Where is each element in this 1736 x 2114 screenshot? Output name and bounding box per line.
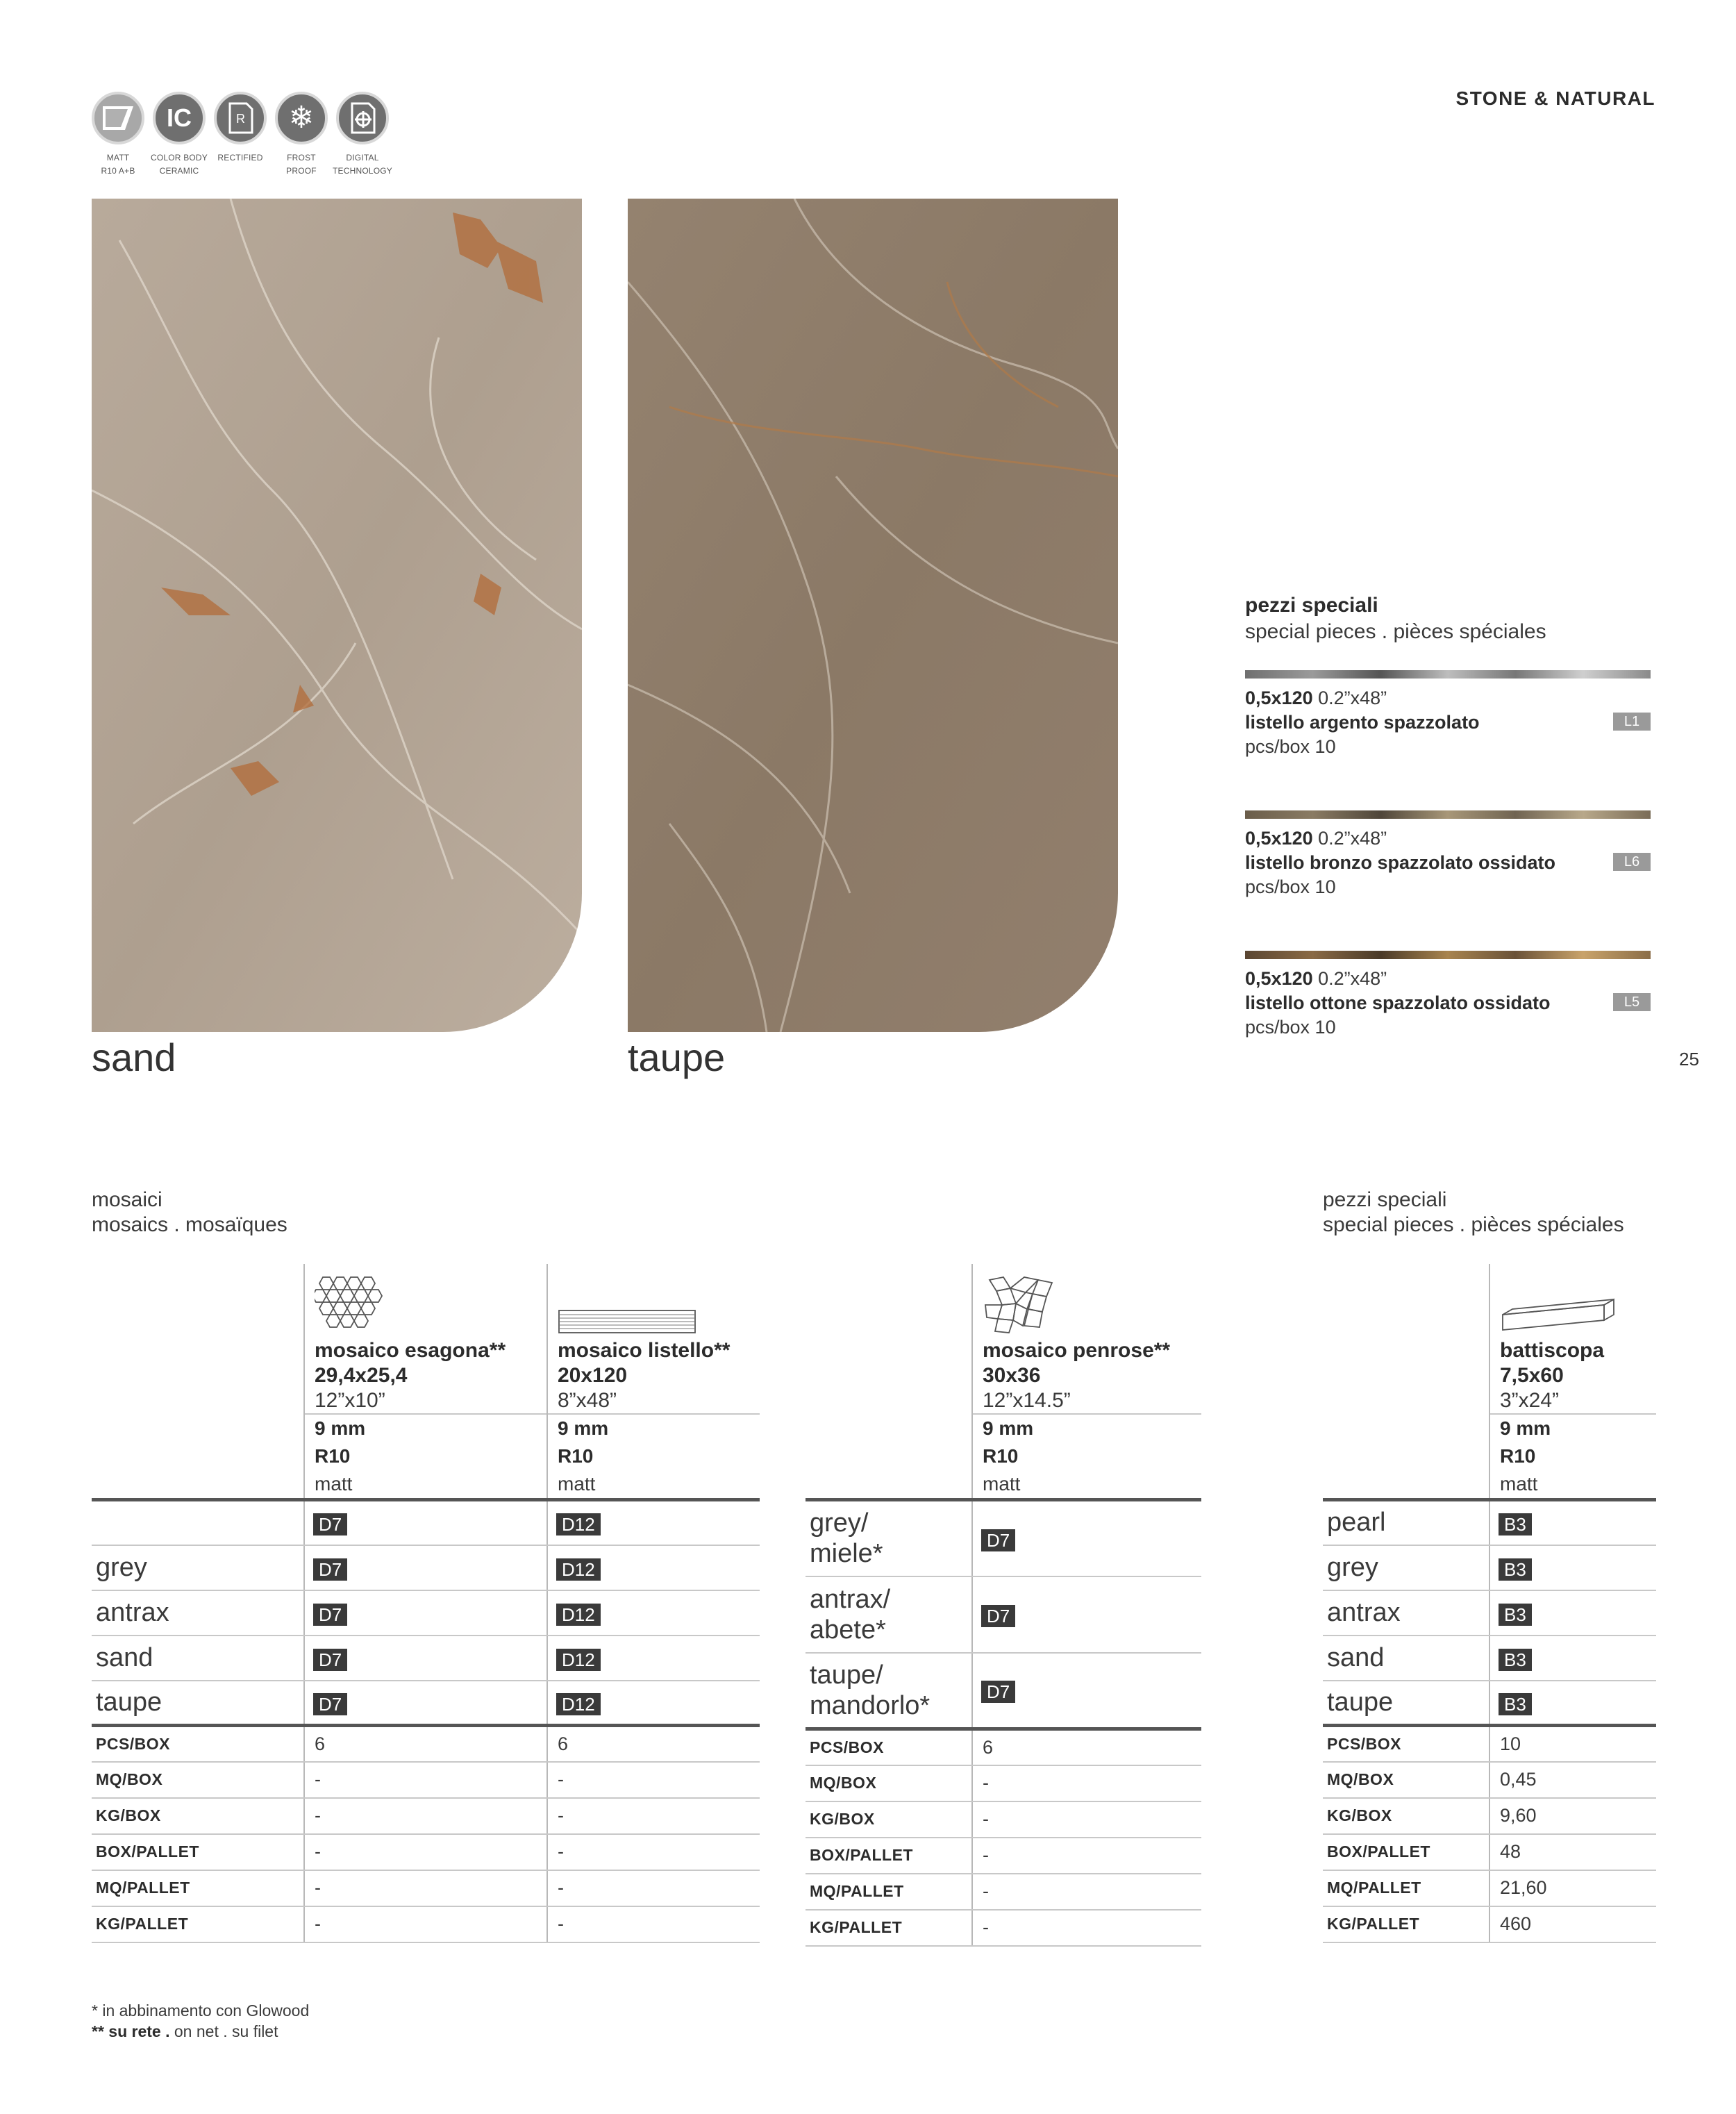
table-row <box>92 1681 760 1726</box>
spec-row: KG/BOX 9,60 <box>1323 1798 1656 1834</box>
spec-row: BOX/PALLET 48 <box>1323 1834 1656 1870</box>
color-name: grey <box>1323 1545 1489 1590</box>
table-row <box>806 1653 1201 1729</box>
mosaics-table <box>92 1264 760 1943</box>
table-row <box>92 1545 760 1590</box>
product-specs-penrose: 9 mm R10 matt <box>972 1414 1201 1500</box>
color-name: sand <box>92 1636 304 1681</box>
table-row <box>92 1590 760 1636</box>
spec-row: KG/BOX - - <box>92 1798 760 1834</box>
code-chip: D12 <box>556 1558 601 1581</box>
rectified-icon <box>214 92 267 144</box>
product-header-listello: mosaico listello** 20x120 8”x48” <box>547 1264 760 1414</box>
product-header-battiscopa: battiscopa 7,5x60 3”x24” <box>1489 1264 1656 1414</box>
color-name: antrax <box>92 1590 304 1636</box>
spec-row: MQ/BOX - <box>806 1765 1201 1801</box>
spec-row: KG/PALLET 460 <box>1323 1906 1656 1942</box>
color-name: sand <box>1323 1636 1489 1681</box>
code-chip: D12 <box>556 1649 601 1671</box>
table-row <box>806 1500 1201 1576</box>
special-section-title: pezzi speciali special pieces . pièces spéciales <box>1323 1188 1624 1236</box>
brand-heading: STONE & NATURAL <box>1455 88 1655 109</box>
icon-caption-matt: MATT R10 A+B <box>101 153 135 176</box>
page-number: 25 <box>1679 1049 1699 1070</box>
color-name: taupe <box>1323 1681 1489 1726</box>
icon-caption-rectified: RECTIFIED <box>217 153 263 163</box>
table-row <box>1323 1636 1656 1681</box>
strip-swatch-bronzo <box>1245 810 1651 819</box>
product-header-penrose: mosaico penrose** 30x36 12”x14.5” <box>972 1264 1201 1414</box>
code-chip: D12 <box>556 1693 601 1715</box>
product-specs-listello: 9 mm R10 matt <box>547 1414 760 1500</box>
snowflake-icon: ❄ <box>275 92 328 144</box>
spec-row: BOX/PALLET - <box>806 1838 1201 1874</box>
spec-row: MQ/PALLET 21,60 <box>1323 1870 1656 1906</box>
strip-swatch-argento <box>1245 670 1651 679</box>
spec-row: KG/PALLET - - <box>92 1906 760 1942</box>
table-row <box>92 1500 760 1545</box>
code-badge: L6 <box>1613 853 1651 871</box>
color-name <box>92 1500 304 1545</box>
tile-name-sand: sand <box>92 1035 176 1079</box>
code-badge: L5 <box>1613 993 1651 1011</box>
spec-row: MQ/PALLET - <box>806 1874 1201 1910</box>
code-chip: B3 <box>1499 1649 1532 1671</box>
table-header-specs <box>806 1414 1201 1500</box>
table-row <box>1323 1681 1656 1726</box>
spec-row: KG/PALLET - <box>806 1910 1201 1946</box>
product-specs-battiscopa: 9 mm R10 matt <box>1489 1414 1656 1500</box>
penrose-table <box>806 1264 1201 1947</box>
product-header-esagona: mosaico esagona** 29,4x25,4 12”x10” <box>304 1264 547 1414</box>
table-header-specs <box>92 1414 760 1500</box>
mosaics-section-title: mosaici mosaics . mosaïques <box>92 1188 287 1236</box>
color-name: antrax/ abete* <box>806 1576 972 1653</box>
spec-row: MQ/PALLET - - <box>92 1870 760 1906</box>
color-name: taupe/ mandorlo* <box>806 1653 972 1729</box>
special-item-bronzo: 0,5x120 0.2”x48” listello bronzo spazzolato ossidato pcs/box 10 L6 <box>1245 826 1651 899</box>
strip-swatch-ottone <box>1245 951 1651 959</box>
digital-technology-icon <box>336 92 389 144</box>
table-header-products <box>1323 1264 1656 1414</box>
spec-row: BOX/PALLET - - <box>92 1834 760 1870</box>
icon-caption-frost: FROST PROOF <box>286 153 317 176</box>
tile-image-sand <box>92 199 582 1032</box>
table-row <box>92 1636 760 1681</box>
table-row <box>1323 1500 1656 1545</box>
code-chip: B3 <box>1499 1693 1532 1715</box>
table-header-products <box>806 1264 1201 1414</box>
special-item-ottone: 0,5x120 0.2”x48” listello ottone spazzolato ossidato pcs/box 10 L5 <box>1245 967 1651 1040</box>
code-chip: D7 <box>313 1558 347 1581</box>
table-header-specs <box>1323 1414 1656 1500</box>
special-pieces-header: pezzi speciali special pieces . pièces spéciales <box>1245 594 1546 643</box>
code-chip: D7 <box>981 1605 1015 1627</box>
code-chip: B3 <box>1499 1513 1532 1535</box>
code-chip: D12 <box>556 1604 601 1626</box>
penrose-mosaic-icon <box>983 1273 1059 1335</box>
spec-row: PCS/BOX 10 <box>1323 1726 1656 1762</box>
spec-row: KG/BOX - <box>806 1801 1201 1838</box>
svg-text:R: R <box>236 112 245 126</box>
table-row <box>1323 1545 1656 1590</box>
code-chip: D7 <box>981 1529 1015 1551</box>
code-chip: B3 <box>1499 1604 1532 1626</box>
code-chip: D7 <box>313 1513 347 1535</box>
footnotes: * in abbinamento con Glowood ** su rete . on net . su filet <box>92 2001 310 2040</box>
spec-row: PCS/BOX 6 <box>806 1729 1201 1765</box>
table-row <box>1323 1590 1656 1636</box>
icon-caption-color-body: COLOR BODY CERAMIC <box>150 153 208 176</box>
tile-image-taupe <box>628 199 1118 1032</box>
matt-tile-icon <box>92 92 144 144</box>
code-chip: D7 <box>981 1681 1015 1703</box>
icon-caption-digital: DIGITAL TECHNOLOGY <box>332 153 392 176</box>
color-body-ceramic-icon: IC <box>153 92 206 144</box>
product-specs-esagona: 9 mm R10 matt <box>304 1414 547 1500</box>
code-chip: D12 <box>556 1513 601 1535</box>
table-row <box>806 1576 1201 1653</box>
special-item-argento: 0,5x120 0.2”x48” listello argento spazzolato pcs/box 10 L1 <box>1245 686 1651 759</box>
listello-mosaic-icon <box>558 1309 696 1334</box>
color-name: grey <box>92 1545 304 1590</box>
code-chip: B3 <box>1499 1558 1532 1581</box>
color-name: grey/ miele* <box>806 1500 972 1576</box>
table-header-products <box>92 1264 760 1414</box>
spec-row: PCS/BOX 6 6 <box>92 1726 760 1762</box>
color-name: taupe <box>92 1681 304 1726</box>
code-chip: D7 <box>313 1649 347 1671</box>
code-badge: L1 <box>1613 713 1651 731</box>
hexagon-mosaic-icon <box>315 1274 392 1334</box>
code-chip: D7 <box>313 1604 347 1626</box>
color-name: antrax <box>1323 1590 1489 1636</box>
color-name: pearl <box>1323 1500 1489 1545</box>
battiscopa-table <box>1323 1264 1656 1943</box>
tile-name-taupe: taupe <box>628 1035 726 1079</box>
code-chip: D7 <box>313 1693 347 1715</box>
skirting-board-icon <box>1500 1294 1618 1335</box>
spec-row: MQ/BOX - - <box>92 1762 760 1798</box>
spec-row: MQ/BOX 0,45 <box>1323 1762 1656 1798</box>
